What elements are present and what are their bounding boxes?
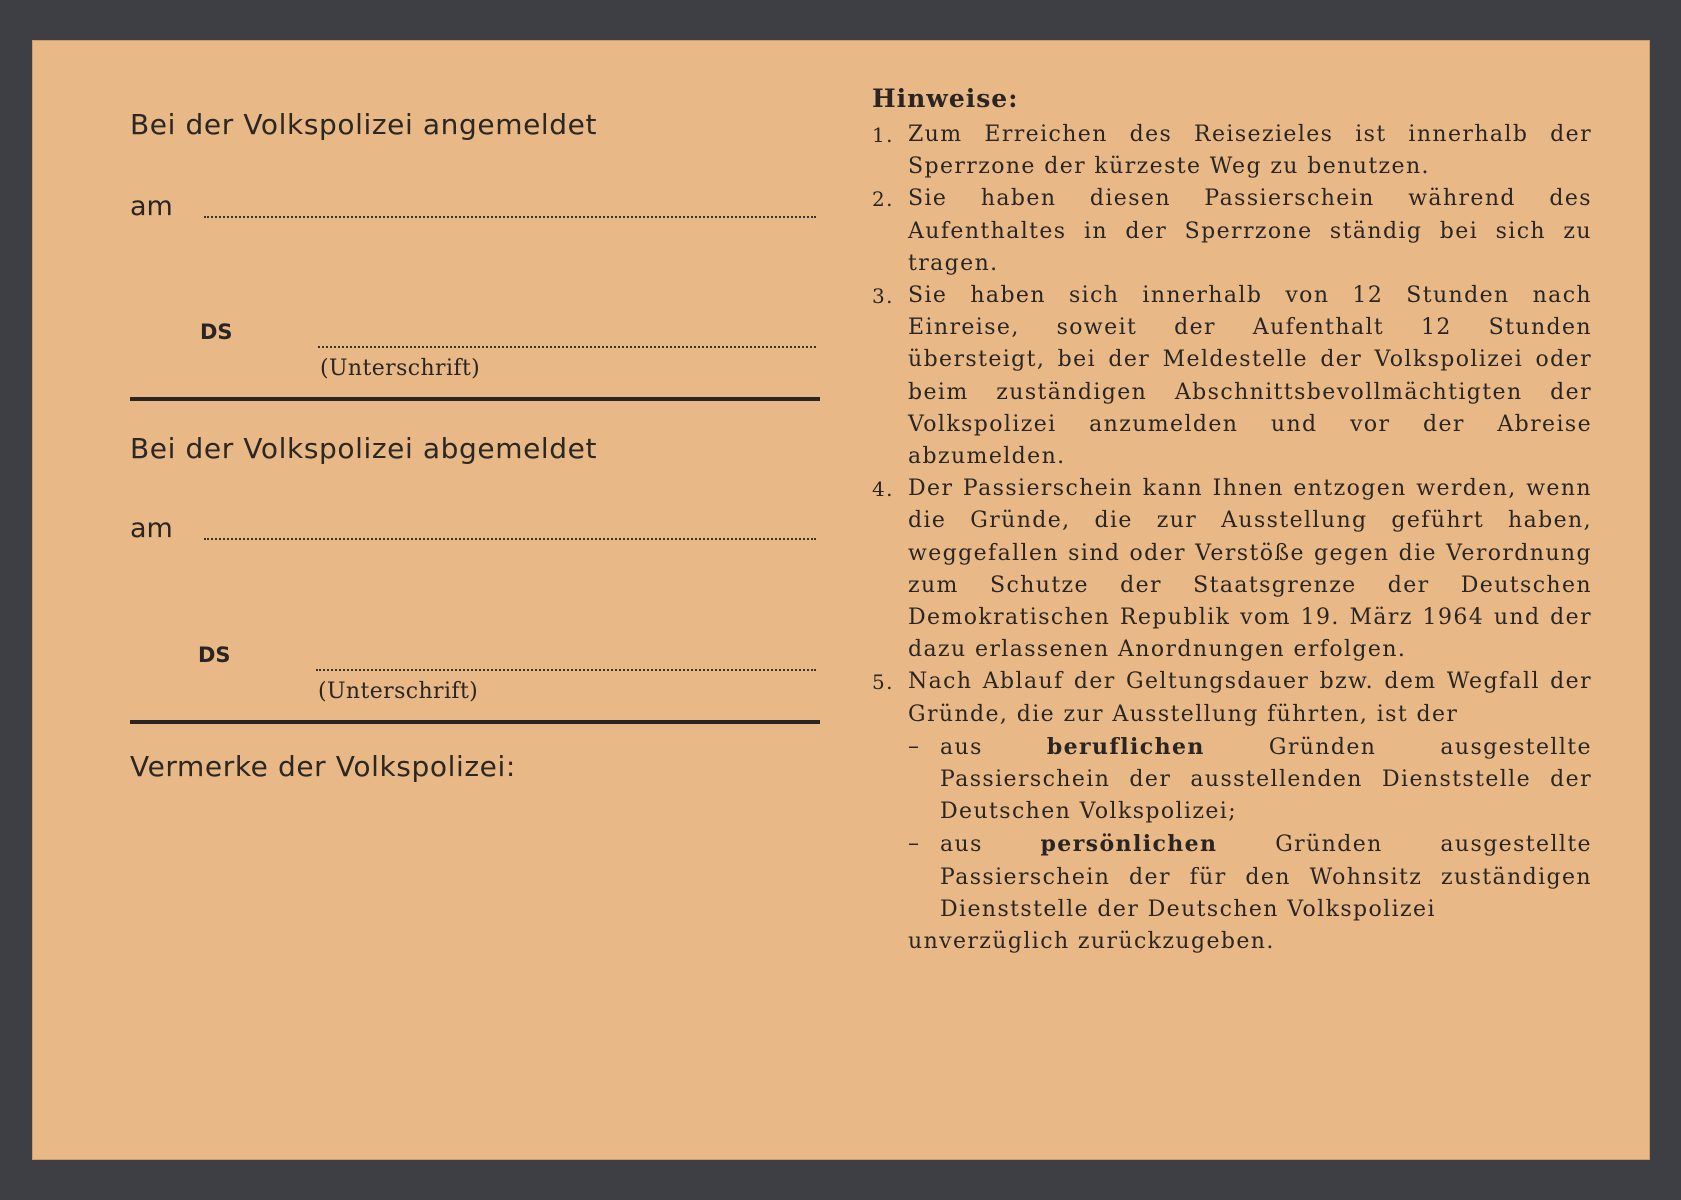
abmeldung-date-line <box>204 538 816 540</box>
item-number: 5. <box>872 670 894 695</box>
sub-rest: Gründen ausgestellte Passierschein der ausstellenden Dienststelle der Deutschen Volkspolizei; <box>940 734 1592 825</box>
item-text: Sie haben diesen Passierschein während des Aufenthaltes in der Sperrzone ständig bei sich zu tragen. <box>908 186 1592 276</box>
ds-label: DS <box>198 643 231 667</box>
vermerke-heading: Vermerke der Volkspolizei: <box>130 750 516 783</box>
anmeldung-signature-line <box>318 346 816 348</box>
sub-bold: beruflichen <box>1046 733 1205 760</box>
anmeldung-date-row <box>130 188 820 222</box>
sub-rest: Gründen ausgestellte Passierschein der für den Wohnsitz zuständigen Dienststelle der Deutschen Volkspolizei <box>940 832 1592 922</box>
signature-label: (Unterschrift) <box>320 356 481 381</box>
abmeldung-signature-line <box>316 669 816 671</box>
item-text: Zum Erreichen des Reisezieles ist innerhalb der Sperrzone der kürzeste Weg zu benutzen. <box>908 122 1592 180</box>
hinweise-title: Hinweise: <box>872 84 1019 113</box>
abmeldung-date-row <box>130 510 820 544</box>
anmeldung-heading: Bei der Volkspolizei angemeldet <box>130 108 598 141</box>
hinweise-section <box>872 84 1592 958</box>
item-text: Nach Ablauf der Geltungsdauer bzw. dem Wegfall der Gründe, die zur Ausstellung führten, ist der <box>908 669 1592 727</box>
hinweis-item <box>872 119 1592 183</box>
hinweis-item <box>872 473 1592 666</box>
hinweis-item <box>872 183 1592 280</box>
closing-text: unverzüglich zurückzugeben. <box>908 929 1275 955</box>
dash-bullet: – <box>908 831 921 857</box>
item-text: Sie haben sich innerhalb von 12 Stunden nach Einreise, soweit der Aufenthalt 12 Stunden übersteigt, bei der Meldestelle der Volkspolizei oder beim zuständigen Abschnittsbevollmächtigten der Volkspolizei anzumelden und vor der Abreise abzumelden. <box>908 283 1592 470</box>
item-number: 3. <box>872 284 894 309</box>
ds-label: DS <box>200 320 233 344</box>
anmeldung-date-line <box>204 216 816 218</box>
sub-item-persoenlich <box>872 828 1592 926</box>
item-text: Der Passierschein kann Ihnen entzogen werden, wenn die Gründe, die zur Ausstellung geführt haben, weggefallen sind oder Verstöße gegen die Verordnung zum Schutze der Staatsgrenze der Deutschen Demokratischen Republik vom 19. März 1964 und der dazu erlassenen Anordnungen erfolgen. <box>908 476 1592 663</box>
signature-label: (Unterschrift) <box>318 679 479 704</box>
hinweis-item <box>872 280 1592 473</box>
am-label: am <box>130 191 173 222</box>
sub-bold: persönlichen <box>1040 831 1218 858</box>
sub-prefix: aus <box>940 734 983 760</box>
item-number: 2. <box>872 187 894 212</box>
divider-rule <box>130 397 820 401</box>
item-number: 4. <box>872 477 894 502</box>
abmeldung-heading: Bei der Volkspolizei abgemeldet <box>130 432 598 465</box>
divider-rule <box>130 720 820 724</box>
dash-bullet: – <box>908 733 921 759</box>
document-card <box>32 40 1650 1160</box>
sub-item-beruflich <box>872 731 1592 829</box>
sub-prefix: aus <box>940 832 983 858</box>
hinweis-item <box>872 666 1592 730</box>
am-label: am <box>130 513 173 544</box>
item-number: 1. <box>872 123 894 147</box>
